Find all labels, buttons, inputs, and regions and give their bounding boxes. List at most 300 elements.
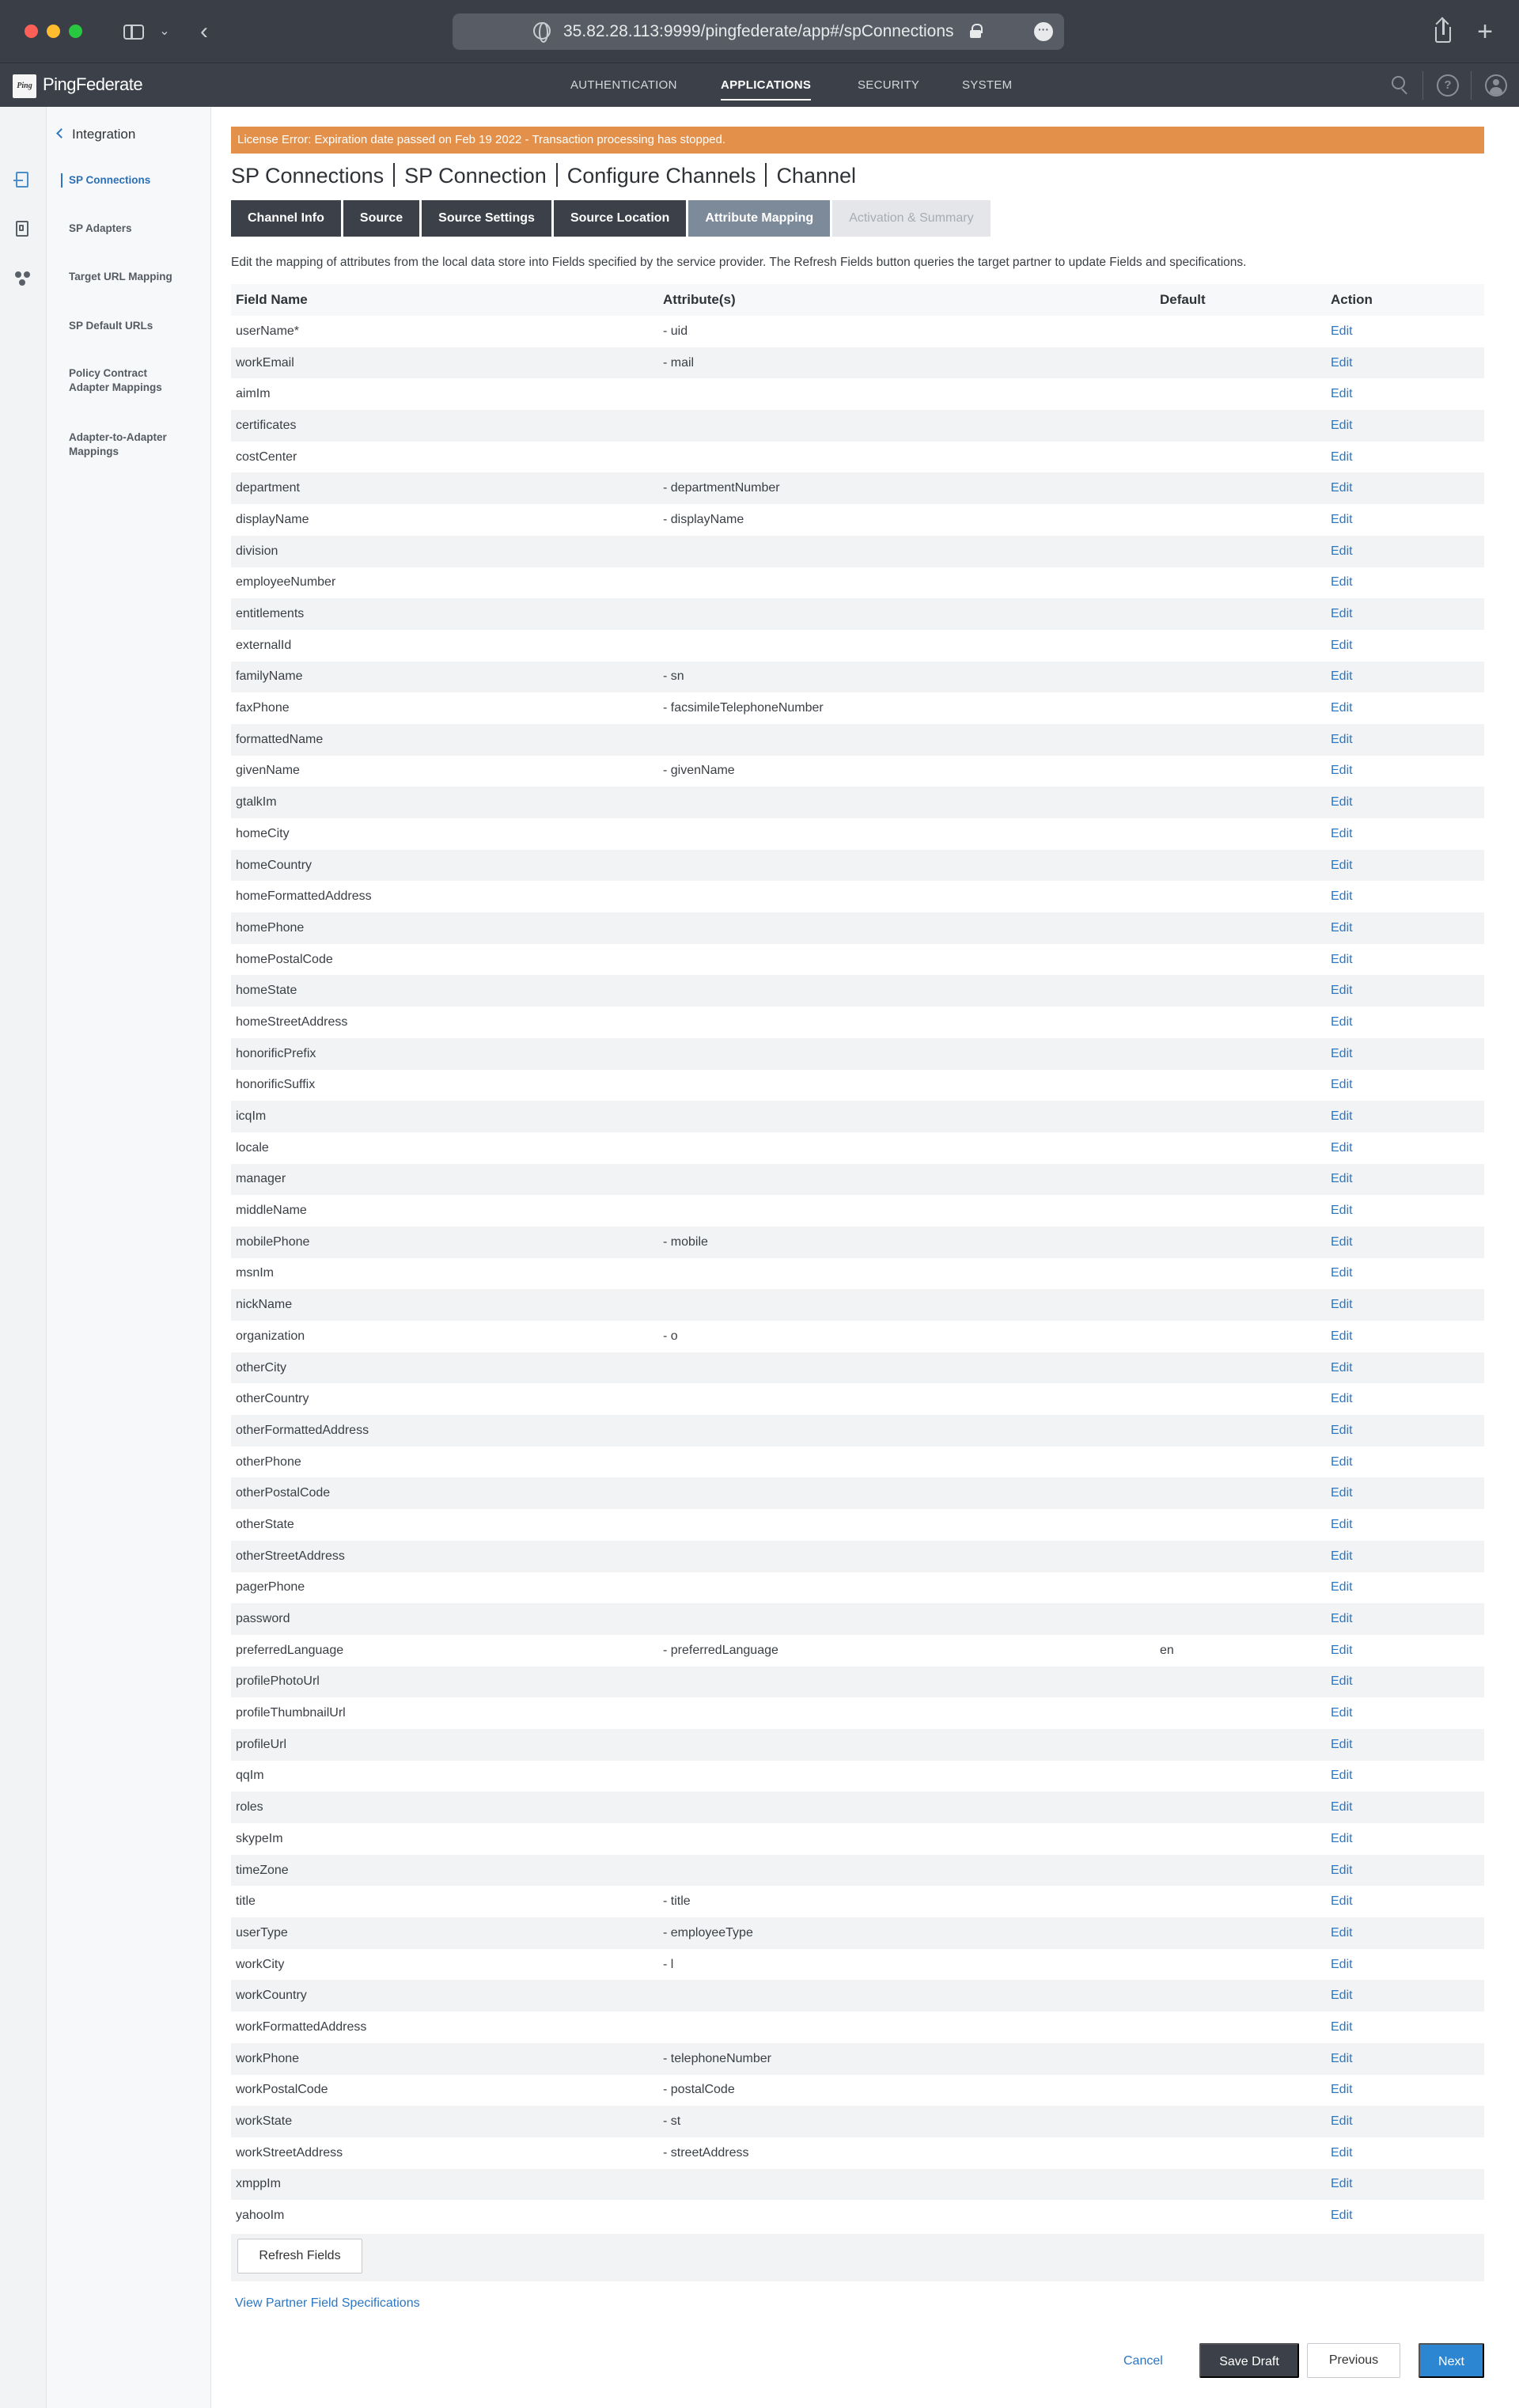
field-name-cell: aimIm bbox=[236, 387, 271, 401]
field-name-cell: roles bbox=[236, 1800, 263, 1815]
default-cell bbox=[1155, 536, 1326, 567]
attribute-cell: - mobile bbox=[663, 1234, 708, 1249]
field-name-cell: pagerPhone bbox=[236, 1580, 305, 1595]
more-options-icon[interactable]: ··· bbox=[1034, 22, 1053, 41]
default-cell bbox=[1155, 1447, 1326, 1478]
field-name-cell: nickName bbox=[236, 1298, 293, 1312]
edit-link[interactable]: Edit bbox=[1331, 1109, 1353, 1124]
table-row bbox=[231, 881, 1484, 912]
edit-link[interactable]: Edit bbox=[1331, 1925, 1353, 1940]
action-cell bbox=[1326, 1697, 1484, 1729]
attribute-cell bbox=[658, 1603, 1155, 1635]
default-cell bbox=[1155, 1541, 1326, 1572]
default-cell bbox=[1155, 2137, 1326, 2169]
field-name-cell: timeZone bbox=[236, 1863, 289, 1877]
default-cell bbox=[1155, 944, 1326, 976]
action-cell bbox=[1326, 378, 1484, 410]
default-cell bbox=[1155, 410, 1326, 442]
table-row bbox=[231, 1132, 1484, 1164]
action-cell bbox=[1326, 912, 1484, 944]
attribute-cell: - sn bbox=[663, 669, 684, 684]
field-name-cell: qqIm bbox=[236, 1769, 264, 1783]
action-cell bbox=[1326, 1635, 1484, 1667]
action-cell bbox=[1326, 818, 1484, 850]
action-cell bbox=[1326, 410, 1484, 442]
breadcrumb-channel: Channel bbox=[776, 164, 857, 188]
action-cell bbox=[1326, 1289, 1484, 1321]
edit-link[interactable]: Edit bbox=[1331, 1517, 1353, 1531]
edit-link[interactable]: Edit bbox=[1331, 638, 1353, 652]
wizard-tabs bbox=[231, 200, 993, 237]
lock-icon bbox=[970, 24, 981, 38]
attribute-cell: - facsimileTelephoneNumber bbox=[663, 701, 824, 715]
icon-rail bbox=[0, 107, 47, 2408]
action-cell bbox=[1326, 2200, 1484, 2232]
action-cell bbox=[1326, 1227, 1484, 1258]
field-name-cell: entitlements bbox=[236, 607, 305, 621]
minimize-window-button[interactable] bbox=[47, 25, 60, 38]
attribute-cell bbox=[658, 1572, 1155, 1604]
sidebar-item-sp-default-urls[interactable]: SP Default URLs bbox=[69, 320, 153, 332]
edit-link[interactable]: Edit bbox=[1331, 1014, 1353, 1029]
default-cell bbox=[1155, 1227, 1326, 1258]
action-cell bbox=[1326, 1415, 1484, 1447]
default-cell bbox=[1155, 1164, 1326, 1196]
help-icon[interactable]: ? bbox=[1437, 74, 1459, 97]
page-description: Edit the mapping of attributes from the local data store into Fields specified by the service provider. The Refresh Fields button queries the target partner to update Fields and specifications. bbox=[231, 256, 1247, 269]
default-cell bbox=[1155, 442, 1326, 473]
edit-link[interactable]: Edit bbox=[1331, 1580, 1353, 1595]
table-row bbox=[231, 2075, 1484, 2107]
edit-link[interactable]: Edit bbox=[1331, 1360, 1353, 1375]
table-row bbox=[231, 1823, 1484, 1855]
menu-back-integration[interactable] bbox=[58, 127, 135, 142]
default-cell bbox=[1155, 1352, 1326, 1384]
action-cell bbox=[1326, 598, 1484, 630]
table-row bbox=[231, 692, 1484, 724]
view-partner-field-specifications-link[interactable]: View Partner Field Specifications bbox=[235, 2296, 420, 2310]
field-name-cell: homeStreetAddress bbox=[236, 1014, 348, 1029]
attribute-mapping-table bbox=[231, 284, 1484, 2232]
default-cell bbox=[1155, 1477, 1326, 1509]
action-cell bbox=[1326, 1761, 1484, 1792]
tab-activation-summary: Activation & Summary bbox=[832, 200, 990, 237]
action-cell bbox=[1326, 2012, 1484, 2043]
tab-source[interactable]: Source bbox=[343, 200, 419, 237]
breadcrumb-separator bbox=[765, 163, 767, 187]
default-cell bbox=[1155, 1855, 1326, 1887]
default-cell bbox=[1155, 787, 1326, 818]
field-name-cell: costCenter bbox=[236, 449, 297, 464]
action-cell bbox=[1326, 692, 1484, 724]
table-row bbox=[231, 1007, 1484, 1038]
attribute-cell bbox=[658, 912, 1155, 944]
sidebar-item-sp-connections[interactable]: SP Connections bbox=[61, 173, 199, 188]
action-cell bbox=[1326, 1886, 1484, 1917]
attribute-cell bbox=[658, 378, 1155, 410]
connections-icon[interactable] bbox=[13, 170, 32, 191]
edit-link[interactable]: Edit bbox=[1331, 952, 1353, 966]
nav-security[interactable]: SECURITY bbox=[858, 78, 920, 92]
chevron-left-icon bbox=[56, 128, 66, 138]
default-cell bbox=[1155, 1886, 1326, 1917]
field-name-cell: workEmail bbox=[236, 355, 294, 370]
edit-link[interactable]: Edit bbox=[1331, 387, 1353, 401]
attribute-cell bbox=[658, 442, 1155, 473]
edit-link[interactable]: Edit bbox=[1331, 1989, 1353, 2003]
table-row bbox=[231, 347, 1484, 379]
default-cell bbox=[1155, 2043, 1326, 2075]
action-cell bbox=[1326, 1541, 1484, 1572]
edit-link[interactable]: Edit bbox=[1331, 1894, 1353, 1909]
license-error-banner: License Error: Expiration date passed on Feb 19 2022 - Transaction processing has stopped. bbox=[231, 127, 1484, 154]
attribute-cell: - l bbox=[663, 1957, 674, 1971]
edit-link[interactable]: Edit bbox=[1331, 764, 1353, 778]
address-bar[interactable] bbox=[453, 13, 1064, 50]
action-cell bbox=[1326, 881, 1484, 912]
edit-link[interactable]: Edit bbox=[1331, 2209, 1353, 2223]
breadcrumb-separator bbox=[393, 163, 395, 187]
edit-link[interactable]: Edit bbox=[1331, 1172, 1353, 1186]
action-cell bbox=[1326, 1792, 1484, 1823]
save-draft-button[interactable]: Save Draft bbox=[1199, 2343, 1299, 2378]
table-row bbox=[231, 662, 1484, 693]
edit-link[interactable]: Edit bbox=[1331, 324, 1353, 338]
edit-link[interactable]: Edit bbox=[1331, 732, 1353, 746]
table-row bbox=[231, 630, 1484, 662]
table-row bbox=[231, 724, 1484, 756]
attribute-cell bbox=[658, 2200, 1155, 2232]
refresh-fields-button[interactable]: Refresh Fields bbox=[237, 2239, 362, 2273]
sidebar-item-target-url-mapping[interactable]: Target URL Mapping bbox=[69, 271, 172, 283]
table-row bbox=[231, 1383, 1484, 1415]
attribute-cell bbox=[658, 1038, 1155, 1070]
user-account-icon[interactable] bbox=[1485, 74, 1507, 97]
ping-logo-mark: Ping bbox=[13, 74, 36, 98]
action-cell bbox=[1326, 1132, 1484, 1164]
edit-link[interactable]: Edit bbox=[1331, 1612, 1353, 1626]
edit-link[interactable]: Edit bbox=[1331, 795, 1353, 810]
default-cell bbox=[1155, 1101, 1326, 1132]
attribute-cell bbox=[658, 1509, 1155, 1541]
sidebar-item-sp-adapters[interactable]: SP Adapters bbox=[69, 222, 132, 234]
attribute-cell bbox=[658, 787, 1155, 818]
field-name-cell: profileThumbnailUrl bbox=[236, 1706, 346, 1720]
table-body bbox=[231, 316, 1484, 2232]
action-cell bbox=[1326, 1195, 1484, 1227]
field-name-cell: externalId bbox=[236, 638, 292, 652]
table-row bbox=[231, 1886, 1484, 1917]
default-cell bbox=[1155, 1980, 1326, 2012]
edit-link[interactable]: Edit bbox=[1331, 544, 1353, 558]
column-header-default: Default bbox=[1160, 292, 1206, 307]
edit-link[interactable]: Edit bbox=[1331, 1078, 1353, 1092]
edit-link[interactable]: Edit bbox=[1331, 449, 1353, 464]
edit-link[interactable]: Edit bbox=[1331, 355, 1353, 370]
action-cell bbox=[1326, 567, 1484, 599]
action-cell bbox=[1326, 1603, 1484, 1635]
chevron-down-icon[interactable]: ⌄ bbox=[159, 25, 170, 38]
edit-link[interactable]: Edit bbox=[1331, 984, 1353, 998]
edit-link[interactable]: Edit bbox=[1331, 418, 1353, 432]
field-name-cell: manager bbox=[236, 1172, 286, 1186]
default-cell bbox=[1155, 1070, 1326, 1102]
tab-source-settings[interactable]: Source Settings bbox=[422, 200, 551, 237]
default-cell bbox=[1155, 2106, 1326, 2137]
attribute-cell bbox=[658, 536, 1155, 567]
table-row bbox=[231, 1164, 1484, 1196]
table-row bbox=[231, 1415, 1484, 1447]
field-name-cell: mobilePhone bbox=[236, 1234, 310, 1249]
table-row bbox=[231, 1038, 1484, 1070]
tab-source-location[interactable]: Source Location bbox=[554, 200, 686, 237]
default-cell bbox=[1155, 1132, 1326, 1164]
edit-link[interactable]: Edit bbox=[1331, 889, 1353, 904]
action-cell bbox=[1326, 1572, 1484, 1604]
attribute-cell bbox=[658, 818, 1155, 850]
default-cell bbox=[1155, 975, 1326, 1007]
field-name-cell: faxPhone bbox=[236, 701, 290, 715]
field-name-cell: profileUrl bbox=[236, 1737, 287, 1751]
previous-button[interactable]: Previous bbox=[1307, 2343, 1400, 2378]
action-cell bbox=[1326, 756, 1484, 787]
edit-link[interactable]: Edit bbox=[1331, 1957, 1353, 1971]
edit-link[interactable]: Edit bbox=[1331, 1266, 1353, 1280]
edit-link[interactable]: Edit bbox=[1331, 1140, 1353, 1155]
sidebar-toggle-icon[interactable] bbox=[119, 16, 147, 47]
table-row bbox=[231, 316, 1484, 347]
nav-system[interactable]: SYSTEM bbox=[962, 78, 1013, 92]
table-row bbox=[231, 912, 1484, 944]
default-cell bbox=[1155, 724, 1326, 756]
edit-link[interactable]: Edit bbox=[1331, 1831, 1353, 1845]
attribute-cell bbox=[658, 2012, 1155, 2043]
action-cell bbox=[1326, 1855, 1484, 1887]
table-row bbox=[231, 1541, 1484, 1572]
attribute-cell: - title bbox=[663, 1894, 691, 1909]
action-cell bbox=[1326, 850, 1484, 882]
tab-channel-info[interactable]: Channel Info bbox=[231, 200, 341, 237]
table-row bbox=[231, 1509, 1484, 1541]
product-name: PingFederate bbox=[43, 74, 143, 94]
action-cell bbox=[1326, 1980, 1484, 2012]
breadcrumb-sp-connections[interactable]: SP Connections bbox=[231, 164, 384, 188]
attribute-cell bbox=[658, 1070, 1155, 1102]
field-name-cell: workStreetAddress bbox=[236, 2145, 343, 2160]
nav-authentication[interactable]: AUTHENTICATION bbox=[570, 78, 677, 92]
close-window-button[interactable] bbox=[25, 25, 38, 38]
edit-link[interactable]: Edit bbox=[1331, 2145, 1353, 2160]
attribute-cell bbox=[658, 1415, 1155, 1447]
edit-link[interactable]: Edit bbox=[1331, 858, 1353, 872]
action-cell bbox=[1326, 1667, 1484, 1698]
edit-link[interactable]: Edit bbox=[1331, 575, 1353, 590]
action-cell bbox=[1326, 1258, 1484, 1290]
attribute-cell bbox=[658, 1761, 1155, 1792]
field-name-cell: otherFormattedAddress bbox=[236, 1423, 369, 1437]
share-icon[interactable] bbox=[1429, 16, 1456, 47]
attribute-cell: - employeeType bbox=[663, 1925, 753, 1940]
field-name-cell: organization bbox=[236, 1329, 305, 1343]
attribute-cell bbox=[658, 975, 1155, 1007]
edit-link[interactable]: Edit bbox=[1331, 1549, 1353, 1563]
edit-link[interactable]: Edit bbox=[1331, 1674, 1353, 1689]
attribute-cell: - o bbox=[663, 1329, 678, 1343]
column-header-field-name: Field Name bbox=[236, 292, 308, 307]
table-row bbox=[231, 756, 1484, 787]
edit-link[interactable]: Edit bbox=[1331, 512, 1353, 526]
attribute-cell: - streetAddress bbox=[663, 2145, 749, 2160]
adapters-icon[interactable] bbox=[13, 219, 32, 240]
policy-icon[interactable] bbox=[13, 269, 32, 290]
attribute-cell: - mail bbox=[663, 355, 695, 370]
breadcrumb-configure-channels[interactable]: Configure Channels bbox=[566, 164, 756, 188]
edit-link[interactable]: Edit bbox=[1331, 1800, 1353, 1815]
field-name-cell: middleName bbox=[236, 1204, 307, 1218]
table-header-row bbox=[231, 284, 1484, 316]
field-name-cell: workCity bbox=[236, 1957, 285, 1971]
breadcrumb-sp-connection[interactable]: SP Connection bbox=[404, 164, 547, 188]
attribute-cell bbox=[658, 1007, 1155, 1038]
table-row bbox=[231, 2200, 1484, 2232]
header-divider bbox=[1422, 71, 1423, 100]
edit-link[interactable]: Edit bbox=[1331, 1046, 1353, 1060]
edit-link[interactable]: Edit bbox=[1331, 1204, 1353, 1218]
default-cell bbox=[1155, 818, 1326, 850]
field-name-cell: department bbox=[236, 481, 300, 495]
sidebar-item-policy-contract-adapter-mappings[interactable]: Policy Contract Adapter Mappings bbox=[69, 367, 162, 393]
edit-link[interactable]: Edit bbox=[1331, 826, 1353, 840]
default-cell bbox=[1155, 1038, 1326, 1070]
edit-link[interactable]: Edit bbox=[1331, 1329, 1353, 1343]
table-row bbox=[231, 1477, 1484, 1509]
table-row bbox=[231, 1289, 1484, 1321]
action-cell bbox=[1326, 347, 1484, 379]
default-cell bbox=[1155, 1697, 1326, 1729]
field-name-cell: certificates bbox=[236, 418, 297, 432]
default-cell bbox=[1155, 692, 1326, 724]
edit-link[interactable]: Edit bbox=[1331, 2083, 1353, 2097]
edit-link[interactable]: Edit bbox=[1331, 1486, 1353, 1500]
table-row bbox=[231, 1917, 1484, 1949]
attribute-cell: - displayName bbox=[663, 512, 744, 526]
action-cell bbox=[1326, 1917, 1484, 1949]
wizard-footer bbox=[231, 2343, 1484, 2380]
new-tab-icon[interactable]: + bbox=[1477, 17, 1493, 47]
action-cell bbox=[1326, 1509, 1484, 1541]
table-row bbox=[231, 442, 1484, 473]
default-cell bbox=[1155, 1321, 1326, 1352]
default-cell bbox=[1155, 850, 1326, 882]
edit-link[interactable]: Edit bbox=[1331, 1392, 1353, 1406]
edit-link[interactable]: Edit bbox=[1331, 669, 1353, 684]
action-cell bbox=[1326, 1447, 1484, 1478]
default-cell bbox=[1155, 1667, 1326, 1698]
edit-link[interactable]: Edit bbox=[1331, 920, 1353, 935]
attribute-cell bbox=[658, 1729, 1155, 1761]
cancel-link[interactable]: Cancel bbox=[1123, 2354, 1163, 2368]
action-cell bbox=[1326, 2043, 1484, 2075]
next-button[interactable]: Next bbox=[1419, 2343, 1484, 2378]
edit-link[interactable]: Edit bbox=[1331, 1298, 1353, 1312]
edit-link[interactable]: Edit bbox=[1331, 2177, 1353, 2191]
edit-link[interactable]: Edit bbox=[1331, 2114, 1353, 2129]
table-row bbox=[231, 1258, 1484, 1290]
action-cell bbox=[1326, 1038, 1484, 1070]
edit-link[interactable]: Edit bbox=[1331, 1234, 1353, 1249]
action-cell bbox=[1326, 787, 1484, 818]
search-icon[interactable] bbox=[1389, 74, 1411, 97]
back-arrow-icon[interactable]: ‹ bbox=[200, 18, 208, 44]
table-row bbox=[231, 1195, 1484, 1227]
table-row bbox=[231, 1352, 1484, 1384]
action-cell bbox=[1326, 662, 1484, 693]
default-cell bbox=[1155, 1729, 1326, 1761]
table-row bbox=[231, 598, 1484, 630]
field-name-cell: familyName bbox=[236, 669, 303, 684]
table-row bbox=[231, 1949, 1484, 1981]
edit-link[interactable]: Edit bbox=[1331, 1863, 1353, 1877]
action-cell bbox=[1326, 1321, 1484, 1352]
attribute-cell bbox=[658, 1447, 1155, 1478]
breadcrumb bbox=[231, 162, 856, 189]
field-name-cell: otherState bbox=[236, 1517, 294, 1531]
table-row bbox=[231, 1070, 1484, 1102]
table-row bbox=[231, 944, 1484, 976]
nav-applications[interactable]: APPLICATIONS bbox=[721, 63, 811, 107]
action-cell bbox=[1326, 536, 1484, 567]
edit-link[interactable]: Edit bbox=[1331, 481, 1353, 495]
edit-link[interactable]: Edit bbox=[1331, 1454, 1353, 1469]
maximize-window-button[interactable] bbox=[69, 25, 82, 38]
attribute-cell: - postalCode bbox=[663, 2083, 735, 2097]
edit-link[interactable]: Edit bbox=[1331, 607, 1353, 621]
table-row bbox=[231, 975, 1484, 1007]
edit-link[interactable]: Edit bbox=[1331, 1769, 1353, 1783]
edit-link[interactable]: Edit bbox=[1331, 701, 1353, 715]
action-cell bbox=[1326, 2169, 1484, 2201]
tab-attribute-mapping[interactable]: Attribute Mapping bbox=[688, 200, 830, 237]
table-row bbox=[231, 2137, 1484, 2169]
attribute-cell bbox=[658, 1258, 1155, 1290]
edit-link[interactable]: Edit bbox=[1331, 2051, 1353, 2065]
default-cell bbox=[1155, 1007, 1326, 1038]
table-row bbox=[231, 2106, 1484, 2137]
field-name-cell: homeState bbox=[236, 984, 297, 998]
edit-link[interactable]: Edit bbox=[1331, 1737, 1353, 1751]
edit-link[interactable]: Edit bbox=[1331, 1706, 1353, 1720]
attribute-cell: - st bbox=[663, 2114, 681, 2129]
sidebar-item-adapter-to-adapter-mappings[interactable]: Adapter-to-Adapter Mappings bbox=[69, 431, 167, 457]
action-cell bbox=[1326, 1070, 1484, 1102]
globe-icon bbox=[533, 22, 551, 40]
default-cell bbox=[1155, 1949, 1326, 1981]
table-row bbox=[231, 410, 1484, 442]
default-cell bbox=[1155, 1509, 1326, 1541]
field-name-cell: preferredLanguage bbox=[236, 1643, 344, 1657]
field-name-cell: workCountry bbox=[236, 1989, 307, 2003]
table-row bbox=[231, 1447, 1484, 1478]
header-divider bbox=[1471, 71, 1472, 100]
action-cell bbox=[1326, 1164, 1484, 1196]
field-name-cell: userName* bbox=[236, 324, 300, 338]
default-cell bbox=[1155, 1792, 1326, 1823]
edit-link[interactable]: Edit bbox=[1331, 2019, 1353, 2034]
field-name-cell: workPostalCode bbox=[236, 2083, 328, 2097]
edit-link[interactable]: Edit bbox=[1331, 1643, 1353, 1657]
action-cell bbox=[1326, 1352, 1484, 1384]
edit-link[interactable]: Edit bbox=[1331, 1423, 1353, 1437]
